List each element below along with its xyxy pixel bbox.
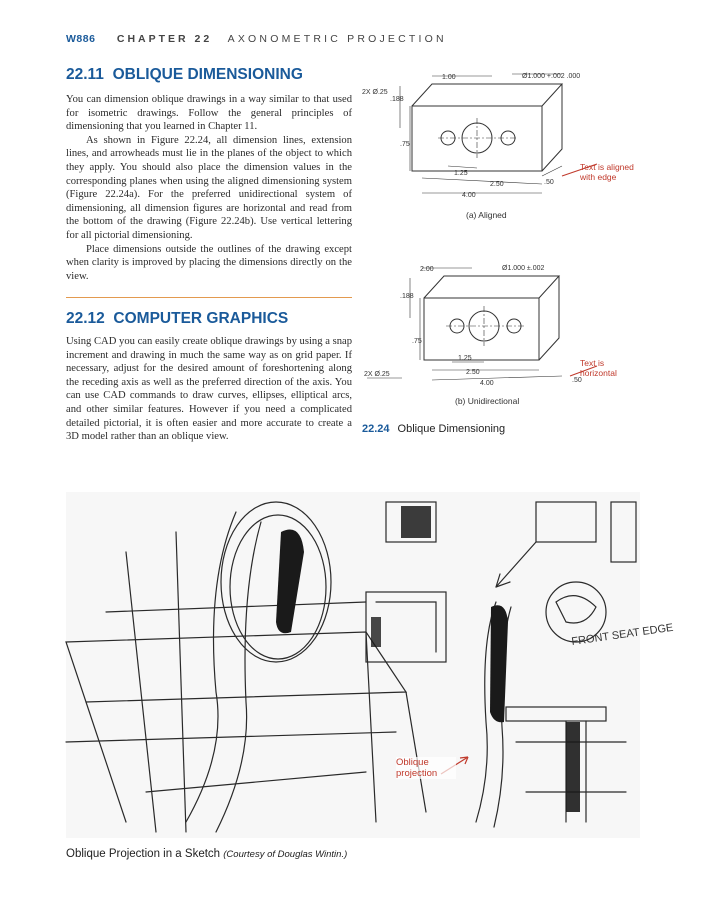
paragraph: Using CAD you can easily create oblique drawings by using a snap increment and drawing in much the same way as on grid paper. If necessary, adjust for the desired amount of foreshortening along the receding axis as well as the preferred direction of the axis. You can use CAD commands to draw curves, ellipses, elliptical arcs, and other similar features. However if you need a complicated detailed pictorial, it is often easier and more accurate to create a 3D model rather than an oblique view. <box>66 336 352 443</box>
paragraph: As shown in Figure 22.24, all dimension lines, extension lines, and arrowheads must lie in the planes of the object to which they apply. You should also place the dimension values in the corresponding planes when using the aligned dimensioning system (Figure 22.24a). For the preferred unidirectional system of dimensioning, all dimension figures are horizontal and read from the bottom of the drawing (Figure 22.24b). Use vertical lettering for all pictorial dimensioning. <box>66 134 352 241</box>
dimension-label: .188 <box>390 96 404 103</box>
section-title: COMPUTER GRAPHICS <box>113 310 289 327</box>
aligned-text-note: Text is aligned with edge <box>580 162 634 182</box>
figure-number: 22.24 <box>362 423 390 435</box>
dimension-label: 2.00 <box>420 266 434 273</box>
chapter-label: CHAPTER 22 <box>116 33 213 45</box>
section-number: 22.11 <box>66 66 104 83</box>
dimension-label: 4.00 <box>462 192 476 199</box>
section-heading-computer-graphics <box>66 310 288 328</box>
figure-caption <box>362 423 505 435</box>
dimension-label: .50 <box>544 179 554 186</box>
dimension-label: .75 <box>400 141 410 148</box>
dimension-label: 2X Ø.25 <box>362 89 388 96</box>
dimension-label: 2X Ø.25 <box>364 371 390 378</box>
panel-a-label: (a) Aligned <box>466 210 507 220</box>
section-divider <box>66 297 352 298</box>
section-number: 22.12 <box>66 310 105 327</box>
block-front-face <box>424 298 539 360</box>
dimension-label: 1.25 <box>454 170 468 177</box>
dimension-label: .188 <box>400 293 414 300</box>
oblique-sketch-image <box>66 492 675 838</box>
dimension-label: 4.00 <box>480 380 494 387</box>
dimension-label: 1.25 <box>458 355 472 362</box>
aligned-dimension-drawing <box>362 66 642 206</box>
dimension-label: 2.50 <box>490 181 504 188</box>
section-body-computer-graphics <box>66 335 352 444</box>
page-number: W886 <box>66 33 96 45</box>
dimension-label: 1.00 <box>442 74 456 81</box>
section-body-oblique-dimensioning <box>66 93 352 283</box>
panel-b-label: (b) Unidirectional <box>455 396 520 406</box>
dimension-label: .75 <box>412 338 422 345</box>
sketch-caption <box>66 848 347 860</box>
section-heading-oblique-dimensioning <box>66 66 303 84</box>
sketch-handwriting: FRONT SEAT EDGE <box>570 621 675 648</box>
section-title: OBLIQUE DIMENSIONING <box>112 66 303 83</box>
dimension-label: 2.50 <box>466 369 480 376</box>
paragraph: Place dimensions outside the outlines of the drawing except when clarity is improved by placing the dimensions directly on the view. <box>66 243 352 282</box>
running-header <box>66 33 447 45</box>
dimension-label: .50 <box>572 377 582 384</box>
dimension-label: Ø1.000 ±.002 <box>502 265 545 272</box>
sketch-credit: (Courtesy of Douglas Wintin.) <box>223 849 348 860</box>
sketch-drawing <box>66 492 675 838</box>
sketch-caption-text: Oblique Projection in a Sketch <box>66 848 221 860</box>
chapter-title: AXONOMETRIC PROJECTION <box>227 33 447 45</box>
horizontal-text-note: Text is horizontal <box>580 358 617 378</box>
paragraph: You can dimension oblique drawings in a way similar to that used for isometric drawings. Follow the general principles of dimensioning that you learned in Chapter 11. <box>66 94 352 133</box>
figure-title: Oblique Dimensioning <box>397 423 506 435</box>
oblique-projection-note: Oblique projection <box>396 757 456 779</box>
dimension-label: Ø1.000 +.002 .000 <box>522 73 581 80</box>
